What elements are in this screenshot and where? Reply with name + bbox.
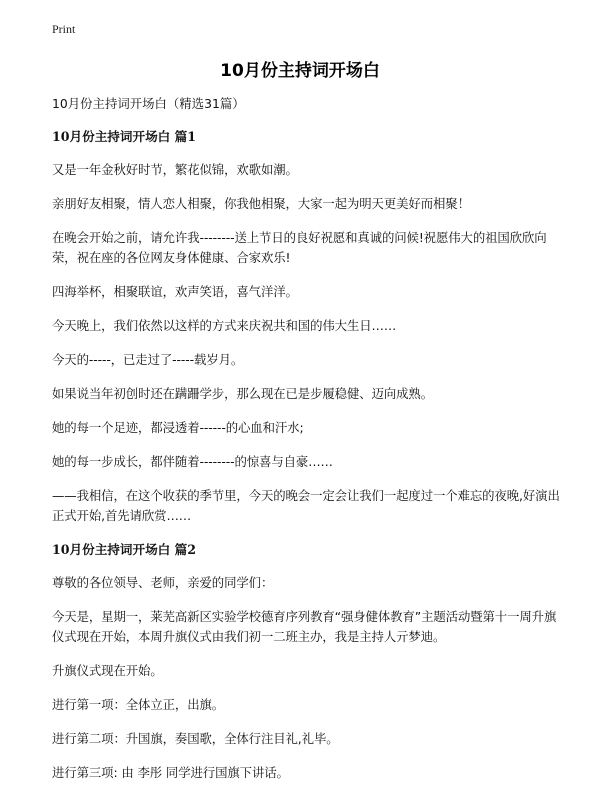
- paragraph: 四海举杯，相聚联谊，欢声笑语，喜气洋洋。: [52, 284, 298, 299]
- paragraph: 进行第二项：升国旗，奏国歌，全体行注目礼,礼毕。: [52, 731, 339, 746]
- paragraph: 在晚会开始之前，请允许我--------送上节日的良好祝愿和真诚的问候!祝愿伟大的祖国欣欣向荣，祝在座的各位网友身体健康、合家欢乐!: [52, 230, 547, 265]
- paragraph: ——我相信，在这个收获的季节里，今天的晚会一定会让我们一起度过一个难忘的夜晚,好演出正式开始,首先请欣赏……: [52, 488, 560, 523]
- paragraph: 尊敬的各位领导、老师，亲爱的同学们：: [52, 575, 274, 590]
- paragraph: 如果说当年初创时还在蹒跚学步，那么现在已是步履稳健、迈向成熟。: [52, 386, 434, 401]
- paragraph: 今天晚上，我们依然以这样的方式来庆祝共和国的伟大生日……: [52, 318, 397, 333]
- paragraph: 亲朋好友相聚，情人恋人相聚，你我他相聚，大家一起为明天更美好而相聚！: [52, 196, 470, 211]
- paragraph: 今天是，星期一，莱芜高新区实验学校德育序列教育“强身健体教育”主题活动暨第十一周升旗仪式现在开始，本周升旗仪式由我们初一二班主办，我是主持人亓梦迪。: [52, 609, 557, 644]
- section-heading: 10月份主持词开场白 篇1: [52, 129, 197, 144]
- paragraph: 进行第三项: 由 李彤 同学进行国旗下讲话。: [52, 765, 289, 780]
- document-body: [52, 94, 562, 797]
- paragraph: 她的每一步成长，都伴随着--------的惊喜与自豪……: [52, 454, 333, 469]
- paragraph: 进行第一项：全体立正，出旗。: [52, 697, 225, 712]
- paragraph: 升旗仪式现在开始。: [52, 663, 163, 678]
- section-heading: 10月份主持词开场白 篇2: [52, 542, 197, 557]
- paragraph: 今天的-----，已走过了-----载岁月。: [52, 352, 244, 367]
- paragraph: 她的每一个足迹，都浸透着------的心血和汗水;: [52, 420, 304, 435]
- print-link[interactable]: Print: [52, 22, 76, 36]
- document-subtitle: 10月份主持词开场白（精选31篇）: [52, 96, 245, 111]
- page-title: 10月份主持词开场白: [220, 61, 380, 81]
- paragraph: 又是一年金秋好时节，繁花似锦，欢歌如潮。: [52, 162, 298, 177]
